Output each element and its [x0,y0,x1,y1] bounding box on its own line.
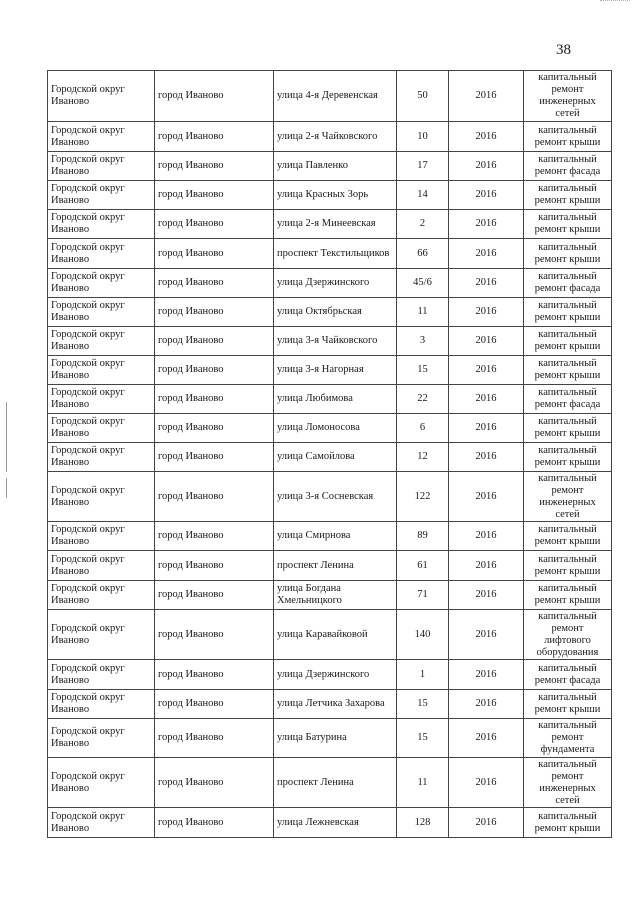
city-cell: город Иваново [155,472,274,522]
margin-line-upper [6,402,7,472]
street-cell: проспект Ленина [274,758,397,808]
house-number-cell: 12 [397,443,449,472]
street-cell: улица Каравайковой [274,610,397,660]
city-cell: город Иваново [155,152,274,181]
table-row [48,581,612,610]
work-type-cell: капитальный ремонт крыши [524,522,612,551]
street-cell: улица Лежневская [274,808,397,838]
district-cell: Городской округ Иваново [48,551,155,581]
district-cell: Городской округ Иваново [48,122,155,152]
street-cell: улица Красных Зорь [274,181,397,210]
work-type-cell: капитальный ремонт инженерных сетей [524,71,612,122]
year-cell: 2016 [449,551,524,581]
street-cell: улица Богдана Хмельницкого [274,581,397,610]
city-cell: город Иваново [155,522,274,551]
page-number: 38 [556,42,571,58]
table-row [48,660,612,690]
table-row [48,414,612,443]
district-cell: Городской округ Иваново [48,758,155,808]
year-cell: 2016 [449,327,524,356]
district-cell: Городской округ Иваново [48,719,155,758]
work-type-cell: капитальный ремонт крыши [524,181,612,210]
city-cell: город Иваново [155,122,274,152]
table-row [48,551,612,581]
street-cell: улица Батурина [274,719,397,758]
year-cell: 2016 [449,385,524,414]
work-type-cell: капитальный ремонт крыши [524,414,612,443]
district-cell: Городской округ Иваново [48,298,155,327]
repair-register-table [47,70,612,838]
margin-line-lower [6,478,7,498]
year-cell: 2016 [449,269,524,298]
year-cell: 2016 [449,298,524,327]
year-cell: 2016 [449,122,524,152]
district-cell: Городской округ Иваново [48,385,155,414]
house-number-cell: 89 [397,522,449,551]
work-type-cell: капитальный ремонт крыши [524,327,612,356]
house-number-cell: 15 [397,719,449,758]
city-cell: город Иваново [155,551,274,581]
street-cell: улица 2-я Минеевская [274,210,397,239]
table-row [48,152,612,181]
city-cell: город Иваново [155,610,274,660]
year-cell: 2016 [449,808,524,838]
house-number-cell: 71 [397,581,449,610]
year-cell: 2016 [449,181,524,210]
work-type-cell: капитальный ремонт инженерных сетей [524,472,612,522]
house-number-cell: 140 [397,610,449,660]
table-row [48,181,612,210]
table-row [48,443,612,472]
work-type-cell: капитальный ремонт крыши [524,239,612,269]
house-number-cell: 45/6 [397,269,449,298]
table-row [48,269,612,298]
street-cell: улица Октябрьская [274,298,397,327]
year-cell: 2016 [449,356,524,385]
work-type-cell: капитальный ремонт крыши [524,298,612,327]
district-cell: Городской округ Иваново [48,356,155,385]
work-type-cell: капитальный ремонт крыши [524,690,612,719]
district-cell: Городской округ Иваново [48,414,155,443]
work-type-cell: капитальный ремонт крыши [524,122,612,152]
house-number-cell: 1 [397,660,449,690]
year-cell: 2016 [449,758,524,808]
district-cell: Городской округ Иваново [48,610,155,660]
table-row [48,298,612,327]
corner-scan-mark [600,0,630,3]
street-cell: улица Смирнова [274,522,397,551]
city-cell: город Иваново [155,758,274,808]
house-number-cell: 3 [397,327,449,356]
street-cell: проспект Ленина [274,551,397,581]
district-cell: Городской округ Иваново [48,210,155,239]
street-cell: улица Дзержинского [274,660,397,690]
year-cell: 2016 [449,472,524,522]
work-type-cell: капитальный ремонт крыши [524,551,612,581]
street-cell: улица 3-я Сосневская [274,472,397,522]
house-number-cell: 15 [397,690,449,719]
work-type-cell: капитальный ремонт крыши [524,443,612,472]
district-cell: Городской округ Иваново [48,269,155,298]
table-row [48,690,612,719]
city-cell: город Иваново [155,71,274,122]
work-type-cell: капитальный ремонт крыши [524,356,612,385]
table-row [48,327,612,356]
street-cell: улица Летчика Захарова [274,690,397,719]
table-row [48,522,612,551]
city-cell: город Иваново [155,414,274,443]
work-type-cell: капитальный ремонт крыши [524,808,612,838]
year-cell: 2016 [449,522,524,551]
table-body [48,71,612,838]
house-number-cell: 128 [397,808,449,838]
street-cell: улица 2-я Чайковского [274,122,397,152]
work-type-cell: капитальный ремонт фасада [524,385,612,414]
table-row [48,210,612,239]
street-cell: улица 4-я Деревенская [274,71,397,122]
city-cell: город Иваново [155,385,274,414]
year-cell: 2016 [449,690,524,719]
table-row [48,71,612,122]
work-type-cell: капитальный ремонт крыши [524,210,612,239]
house-number-cell: 50 [397,71,449,122]
house-number-cell: 11 [397,298,449,327]
city-cell: город Иваново [155,719,274,758]
year-cell: 2016 [449,660,524,690]
table-row [48,758,612,808]
year-cell: 2016 [449,152,524,181]
city-cell: город Иваново [155,660,274,690]
district-cell: Городской округ Иваново [48,660,155,690]
house-number-cell: 2 [397,210,449,239]
street-cell: улица 3-я Нагорная [274,356,397,385]
street-cell: проспект Текстильщиков [274,239,397,269]
year-cell: 2016 [449,210,524,239]
house-number-cell: 14 [397,181,449,210]
table-row [48,719,612,758]
street-cell: улица 3-я Чайковского [274,327,397,356]
work-type-cell: капитальный ремонт фасада [524,152,612,181]
work-type-cell: капитальный ремонт фундамента [524,719,612,758]
district-cell: Городской округ Иваново [48,443,155,472]
year-cell: 2016 [449,414,524,443]
table-row [48,122,612,152]
work-type-cell: капитальный ремонт крыши [524,581,612,610]
district-cell: Городской округ Иваново [48,522,155,551]
work-type-cell: капитальный ремонт лифтового оборудования [524,610,612,660]
year-cell: 2016 [449,581,524,610]
house-number-cell: 11 [397,758,449,808]
work-type-cell: капитальный ремонт инженерных сетей [524,758,612,808]
street-cell: улица Любимова [274,385,397,414]
house-number-cell: 22 [397,385,449,414]
city-cell: город Иваново [155,269,274,298]
street-cell: улица Самойлова [274,443,397,472]
district-cell: Городской округ Иваново [48,690,155,719]
district-cell: Городской округ Иваново [48,71,155,122]
city-cell: город Иваново [155,356,274,385]
city-cell: город Иваново [155,808,274,838]
table-row [48,472,612,522]
district-cell: Городской округ Иваново [48,327,155,356]
table-row [48,808,612,838]
house-number-cell: 17 [397,152,449,181]
district-cell: Городской округ Иваново [48,581,155,610]
district-cell: Городской округ Иваново [48,472,155,522]
year-cell: 2016 [449,443,524,472]
city-cell: город Иваново [155,327,274,356]
house-number-cell: 6 [397,414,449,443]
table-row [48,356,612,385]
house-number-cell: 61 [397,551,449,581]
table-row [48,610,612,660]
table-row [48,239,612,269]
city-cell: город Иваново [155,181,274,210]
house-number-cell: 66 [397,239,449,269]
work-type-cell: капитальный ремонт фасада [524,660,612,690]
district-cell: Городской округ Иваново [48,239,155,269]
year-cell: 2016 [449,71,524,122]
work-type-cell: капитальный ремонт фасада [524,269,612,298]
year-cell: 2016 [449,610,524,660]
city-cell: город Иваново [155,210,274,239]
house-number-cell: 10 [397,122,449,152]
street-cell: улица Дзержинского [274,269,397,298]
district-cell: Городской округ Иваново [48,152,155,181]
district-cell: Городской округ Иваново [48,181,155,210]
table-row [48,385,612,414]
street-cell: улица Ломоносова [274,414,397,443]
house-number-cell: 15 [397,356,449,385]
city-cell: город Иваново [155,298,274,327]
city-cell: город Иваново [155,690,274,719]
year-cell: 2016 [449,239,524,269]
year-cell: 2016 [449,719,524,758]
city-cell: город Иваново [155,581,274,610]
house-number-cell: 122 [397,472,449,522]
city-cell: город Иваново [155,239,274,269]
street-cell: улица Павленко [274,152,397,181]
city-cell: город Иваново [155,443,274,472]
district-cell: Городской округ Иваново [48,808,155,838]
